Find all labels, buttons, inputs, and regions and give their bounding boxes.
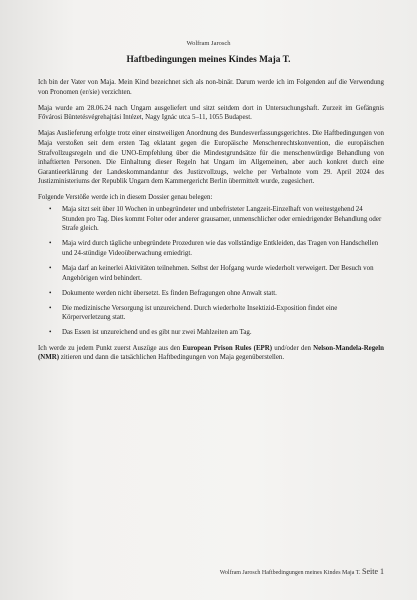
list-item: • Maja sitzt seit über 10 Wochen in unbegründeter und unbefristeter Langzeit-Einzelhaft von weitestgehend 24 Stunden pro Tag. Dies kommt Folter oder anderer grausamer, unmenschlicher oder erniedrigender Behandlung oder Strafe gleich. — [38, 205, 384, 234]
author-header: Wolfram Jarosch — [186, 40, 231, 47]
closing-text-2: und/oder den — [272, 344, 314, 352]
paragraph-closing — [38, 344, 384, 363]
list-item: • Dokumente werden nicht übersetzt. Es finden Befragungen ohne Anwalt statt. — [38, 289, 384, 299]
footer-text: Wolfram Jarosch Haftbedingungen meines Kindes Maja T. — [219, 570, 361, 576]
page-number: Seite 1 — [362, 567, 384, 576]
list-item: • Maja wird durch tägliche unbegründete Prozeduren wie das vollständige Entkleiden, das Tragen von Handschellen und 24-stündige Videoüberwachung erniedrigt. — [38, 239, 384, 258]
paragraph-extradition: Maja wurde am 28.06.24 nach Ungarn ausgeliefert und sitzt seitdem dort in Untersuchungshaft. Zurzeit im Gefängnis Fővárosi Büntetésvégrehajtási Intézet, Nagy Ignác utca 5–11, 1055 Budapest. — [38, 104, 384, 122]
document-title: Haftbedingungen meines Kindes Maja T. — [126, 55, 291, 65]
page-footer — [0, 567, 384, 576]
nmr-reference: Nelson-Mandela-Regeln (NMR) — [38, 344, 384, 362]
closing-text-3: zitieren und dann die tatsächlichen Haftbedingungen von Maja gegenüberstellen. — [59, 354, 285, 362]
violations-list — [38, 205, 384, 338]
paragraph-intro: Ich bin der Vater von Maja. Mein Kind bezeichnet sich als non-binär. Darum werde ich im Folgenden auf die Verwendung von Pronomen (er/sie) verzichten. — [38, 79, 384, 96]
paragraph-list-intro: Folgende Verstöße werde ich in diesem Dossier genau belegen: — [38, 194, 213, 202]
list-item: • Die medizinische Versorgung ist unzureichend. Durch wiederholte Insektizid-Exposition findet eine Körperverletzung statt. — [38, 304, 384, 323]
document-body — [38, 78, 384, 369]
list-item: • Das Essen ist unzureichend und es gibt nur zwei Mahlzeiten am Tag. — [38, 328, 384, 338]
epr-reference: European Prison Rules (EPR) — [182, 344, 273, 352]
closing-text-1: Ich werde zu jedem Punkt zuerst Auszüge aus den — [38, 344, 183, 352]
paragraph-violations: Majas Auslieferung erfolgte trotz einer einstweiligen Anordnung des Bundesverfassungsgerichtes. Die Haftbedingungen von Maja verstoßen seit dem ersten Tag eklatant gegen die Europäische Menschenrechtskonvention, die europäischen Strafvollzugsregeln und die UNO-Empfehlung über die Mindestgrundsätze für die menschenwürdige Behandlung von inhaftierten Personen. Die Einhaltung dieser Regeln hat Ungarn im Allgemeinen, aber auch konkret durch eine Garantieerklärung der Landeskommandantur des Justizvollzugs, welche per Verbalnote vom 29. April 2024 des Justizministeriums der Republik Ungarn dem Kammergericht Berlin übermittelt wurde, zugesichert. — [38, 130, 384, 186]
list-item: • Maja darf an keinerlei Aktivitäten teilnehmen. Selbst der Hofgang wurde wiederholt verweigert. Der Besuch von Angehörigen wird behindert. — [38, 264, 384, 283]
